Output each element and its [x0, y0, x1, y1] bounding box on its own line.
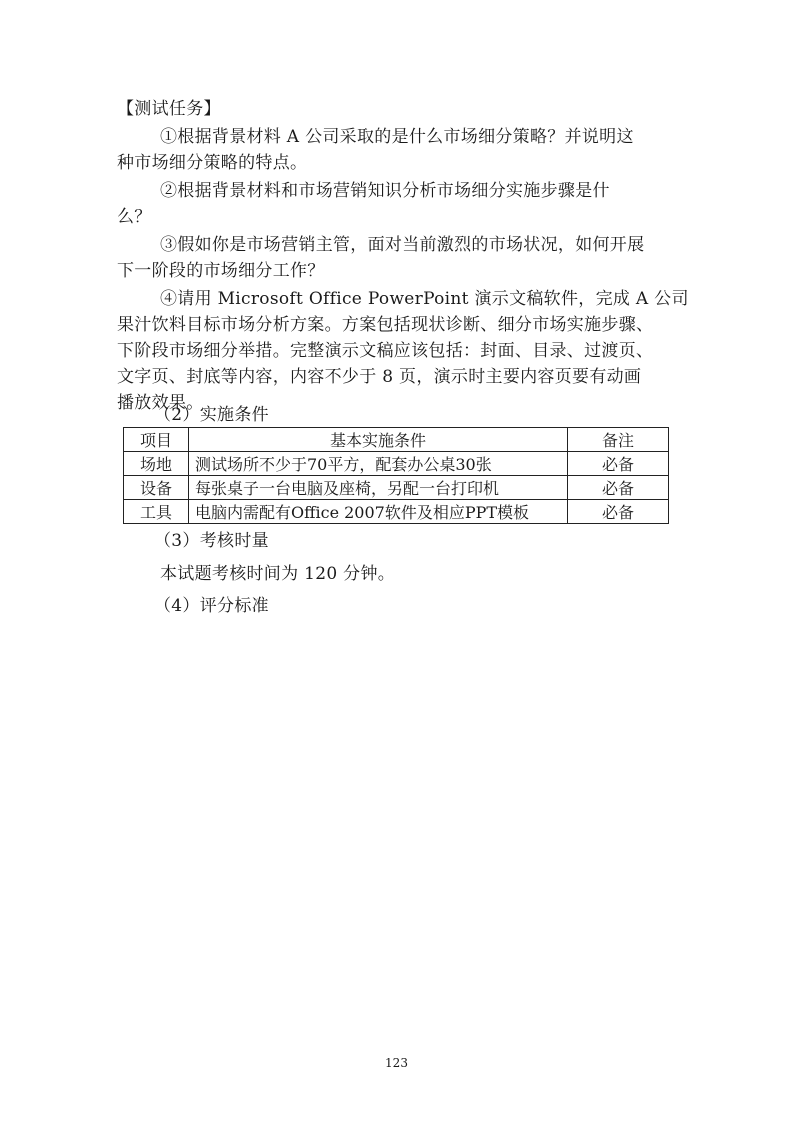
time-text: 本试题考核时间为 120 分钟。	[160, 564, 396, 584]
question-4-line-5: 播放效果。	[117, 393, 204, 413]
time-heading: （3）考核时量	[154, 531, 269, 551]
table-header-cell: 基本实施条件	[189, 428, 568, 452]
table-cell: 工具	[124, 500, 189, 524]
page-number: 123	[385, 1056, 408, 1070]
question-2-line-1: ②根据背景材料和市场营销知识分析市场细分实施步骤是什	[160, 181, 610, 201]
table-header-cell: 项目	[124, 428, 189, 452]
question-4-line-3: 下阶段市场细分举措。完整演示文稿应该包括：封面、目录、过渡页、	[117, 341, 654, 361]
conditions-table	[123, 427, 669, 524]
table-header-row	[124, 428, 669, 452]
section-heading: 【测试任务】	[117, 99, 221, 119]
question-2-line-2: 么？	[117, 207, 152, 227]
conditions-heading: （2）实施条件	[154, 405, 269, 425]
question-1-line-2: 种市场细分策略的特点。	[117, 153, 308, 173]
table-header-cell: 备注	[568, 428, 669, 452]
question-3-line-2: 下一阶段的市场细分工作？	[117, 261, 325, 281]
question-4-line-1: ④请用 Microsoft Office PowerPoint 演示文稿软件，完成 A 公司	[160, 289, 689, 309]
table-cell: 必备	[568, 500, 669, 524]
question-3-line-1: ③假如你是市场营销主管，面对当前激烈的市场状况，如何开展	[160, 235, 645, 255]
table-cell: 测试场所不少于70平方，配套办公桌30张	[189, 452, 568, 476]
question-1-line-1: ①根据背景材料 A 公司采取的是什么市场细分策略？并说明这	[160, 127, 634, 147]
table-cell: 必备	[568, 452, 669, 476]
table-row	[124, 500, 669, 524]
scoring-heading: （4）评分标准	[154, 596, 269, 616]
table-cell: 每张桌子一台电脑及座椅，另配一台打印机	[189, 476, 568, 500]
table-row	[124, 476, 669, 500]
table-cell: 必备	[568, 476, 669, 500]
table-cell: 场地	[124, 452, 189, 476]
table-row	[124, 452, 669, 476]
table-cell: 设备	[124, 476, 189, 500]
question-4-line-2: 果汁饮料目标市场分析方案。方案包括现状诊断、细分市场实施步骤、	[117, 315, 654, 335]
table-cell: 电脑内需配有Office 2007软件及相应PPT模板	[189, 500, 568, 524]
question-4-line-4: 文字页、封底等内容，内容不少于 8 页，演示时主要内容页要有动画	[117, 367, 642, 387]
